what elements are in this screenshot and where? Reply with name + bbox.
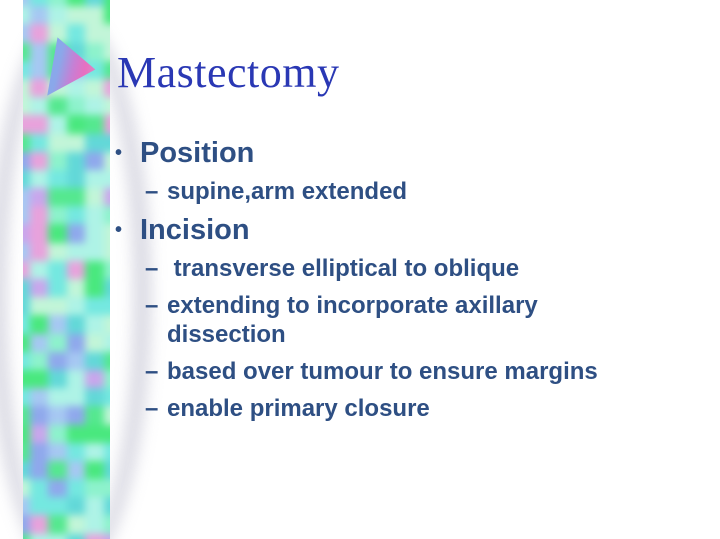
mosaic-tile (85, 443, 104, 461)
mosaic-tile (85, 406, 104, 424)
mosaic-tile (67, 170, 86, 188)
mosaic-tile (30, 6, 49, 24)
bullet-dot-marker: • (115, 142, 123, 164)
mosaic-tile (30, 297, 49, 315)
mosaic-tile (67, 515, 86, 533)
mosaic-tile (85, 188, 104, 206)
mosaic-tile (104, 97, 111, 115)
mosaic-tile (48, 97, 67, 115)
dash-marker: – (145, 395, 159, 422)
mosaic-tile (30, 315, 49, 333)
mosaic-tile (67, 152, 86, 170)
mosaic-tile (30, 79, 49, 97)
mosaic-tile (104, 315, 111, 333)
mosaic-tile (67, 497, 86, 515)
mosaic-tile (67, 297, 86, 315)
mosaic-tile (85, 224, 104, 242)
mosaic-tile (48, 352, 67, 370)
mosaic-tile (104, 206, 111, 224)
mosaic-tile (48, 243, 67, 261)
mosaic-tile (85, 170, 104, 188)
mosaic-tile (85, 206, 104, 224)
mosaic-tile (48, 279, 67, 297)
mosaic-tile (67, 243, 86, 261)
mosaic-tile (67, 97, 86, 115)
mosaic-tile (67, 352, 86, 370)
mosaic-tile (67, 134, 86, 152)
mosaic-tile (104, 479, 111, 497)
mosaic-tile (48, 224, 67, 242)
mosaic-tile (30, 334, 49, 352)
mosaic-tile (30, 261, 49, 279)
mosaic-tile (48, 206, 67, 224)
sub-bullet-text: based over tumour to ensure margins (167, 358, 598, 385)
mosaic-tile (85, 79, 104, 97)
mosaic-tile (85, 152, 104, 170)
mosaic-tile (30, 243, 49, 261)
sub-bullet-supine (145, 177, 657, 206)
mosaic-tile (67, 315, 86, 333)
bullet-text: Position (140, 137, 255, 169)
mosaic-tile (48, 461, 67, 479)
mosaic-tile (85, 497, 104, 515)
mosaic-tile (30, 115, 49, 133)
mosaic-tile (104, 352, 111, 370)
sub-bullet-text: supine,arm extended (167, 178, 408, 205)
mosaic-tile (30, 443, 49, 461)
mosaic-tile (104, 115, 111, 133)
mosaic-tile (85, 6, 104, 24)
dash-marker: – (145, 255, 159, 282)
mosaic-tile (48, 115, 67, 133)
mosaic-tile (104, 334, 111, 352)
mosaic-tile (85, 334, 104, 352)
mosaic-tile (67, 279, 86, 297)
mosaic-tile (67, 534, 86, 539)
mosaic-tile (30, 497, 49, 515)
mosaic-tile (104, 497, 111, 515)
sub-bullet-text: transverse elliptical to oblique (167, 255, 520, 282)
mosaic-tile (67, 115, 86, 133)
mosaic-tile (48, 443, 67, 461)
mosaic-tile (30, 534, 49, 539)
mosaic-tile (30, 170, 49, 188)
mosaic-tile (67, 334, 86, 352)
mosaic-tile (85, 461, 104, 479)
mosaic-tile (48, 134, 67, 152)
bullet-list (112, 137, 657, 431)
mosaic-tile (30, 388, 49, 406)
sub-bullet-extending (145, 291, 657, 349)
mosaic-tile (30, 97, 49, 115)
bullet-item-incision (112, 214, 657, 247)
mosaic-tile (85, 315, 104, 333)
mosaic-tile (85, 534, 104, 539)
mosaic-tile (67, 188, 86, 206)
mosaic-tile (48, 388, 67, 406)
mosaic-tile (48, 188, 67, 206)
mosaic-tile (85, 115, 104, 133)
mosaic-tile (85, 279, 104, 297)
mosaic-tile (85, 243, 104, 261)
mosaic-tile (104, 515, 111, 533)
mosaic-tile (67, 443, 86, 461)
mosaic-tile (104, 370, 111, 388)
mosaic-tile (104, 388, 111, 406)
dash-marker: – (145, 292, 159, 319)
mosaic-tile (67, 388, 86, 406)
mosaic-tile (85, 261, 104, 279)
mosaic-tile (48, 370, 67, 388)
mosaic-tile (104, 188, 111, 206)
mosaic-tile (67, 206, 86, 224)
mosaic-tile (104, 279, 111, 297)
mosaic-tile (30, 461, 49, 479)
mosaic-tile (104, 152, 111, 170)
mosaic-tile (85, 388, 104, 406)
mosaic-tile (48, 406, 67, 424)
mosaic-tile (104, 170, 111, 188)
mosaic-tile (104, 297, 111, 315)
mosaic-tile (48, 315, 67, 333)
mosaic-tile (48, 515, 67, 533)
sub-bullet-transverse (145, 254, 657, 283)
mosaic-tile (104, 261, 111, 279)
mosaic-tile (48, 479, 67, 497)
mosaic-tile (104, 79, 111, 97)
mosaic-tile (48, 152, 67, 170)
mosaic-tile (67, 224, 86, 242)
mosaic-tile (30, 352, 49, 370)
mosaic-tile (30, 515, 49, 533)
mosaic-tile (104, 134, 111, 152)
mosaic-tile (104, 243, 111, 261)
mosaic-tile (67, 370, 86, 388)
mosaic-tile (104, 43, 111, 61)
mosaic-tile (85, 43, 104, 61)
mosaic-tile (30, 425, 49, 443)
mosaic-tile (104, 61, 111, 79)
dash-marker: – (145, 358, 159, 385)
sub-bullet-enable (145, 394, 657, 423)
bullet-text: Incision (140, 214, 250, 246)
bullet-dot-marker: • (115, 219, 123, 241)
mosaic-tile (30, 279, 49, 297)
bullet-item-position (112, 137, 657, 170)
mosaic-tile (30, 406, 49, 424)
mosaic-tile (30, 188, 49, 206)
mosaic-tile (104, 406, 111, 424)
mosaic-tile (104, 6, 111, 24)
sub-bullet-text: extending to incorporate axillary dissection (167, 292, 545, 348)
mosaic-tile (67, 6, 86, 24)
mosaic-tile (85, 24, 104, 42)
mosaic-tile (67, 261, 86, 279)
mosaic-tile (104, 425, 111, 443)
mosaic-tile (104, 443, 111, 461)
mosaic-tile (48, 170, 67, 188)
mosaic-tile (30, 206, 49, 224)
mosaic-tile (30, 24, 49, 42)
mosaic-tile (67, 479, 86, 497)
mosaic-tile (48, 497, 67, 515)
mosaic-tile (104, 461, 111, 479)
mosaic-tile (48, 297, 67, 315)
mosaic-tile (85, 352, 104, 370)
mosaic-tile (85, 134, 104, 152)
mosaic-tile (67, 24, 86, 42)
mosaic-tile (85, 479, 104, 497)
mosaic-tile (30, 370, 49, 388)
mosaic-tile (67, 406, 86, 424)
mosaic-tile (104, 534, 111, 539)
mosaic-tile (30, 134, 49, 152)
mosaic-tile (104, 24, 111, 42)
slide-title: Mastectomy (117, 48, 340, 97)
mosaic-tile (85, 97, 104, 115)
mosaic-tile (48, 261, 67, 279)
mosaic-tile (30, 479, 49, 497)
mosaic-tile (85, 370, 104, 388)
mosaic-tile (48, 534, 67, 539)
mosaic-tile (48, 425, 67, 443)
mosaic-tile (30, 43, 49, 61)
mosaic-tile (67, 425, 86, 443)
sub-bullet-text: enable primary closure (167, 395, 430, 422)
mosaic-tile (85, 515, 104, 533)
mosaic-tile (85, 297, 104, 315)
mosaic-tile (30, 61, 49, 79)
mosaic-tile (85, 425, 104, 443)
mosaic-tile (48, 6, 67, 24)
mosaic-tile (30, 224, 49, 242)
dash-marker: – (145, 178, 159, 205)
mosaic-tile (48, 334, 67, 352)
mosaic-tile (67, 461, 86, 479)
mosaic-tile (30, 152, 49, 170)
mosaic-tile (104, 224, 111, 242)
sub-bullet-based (145, 357, 657, 386)
